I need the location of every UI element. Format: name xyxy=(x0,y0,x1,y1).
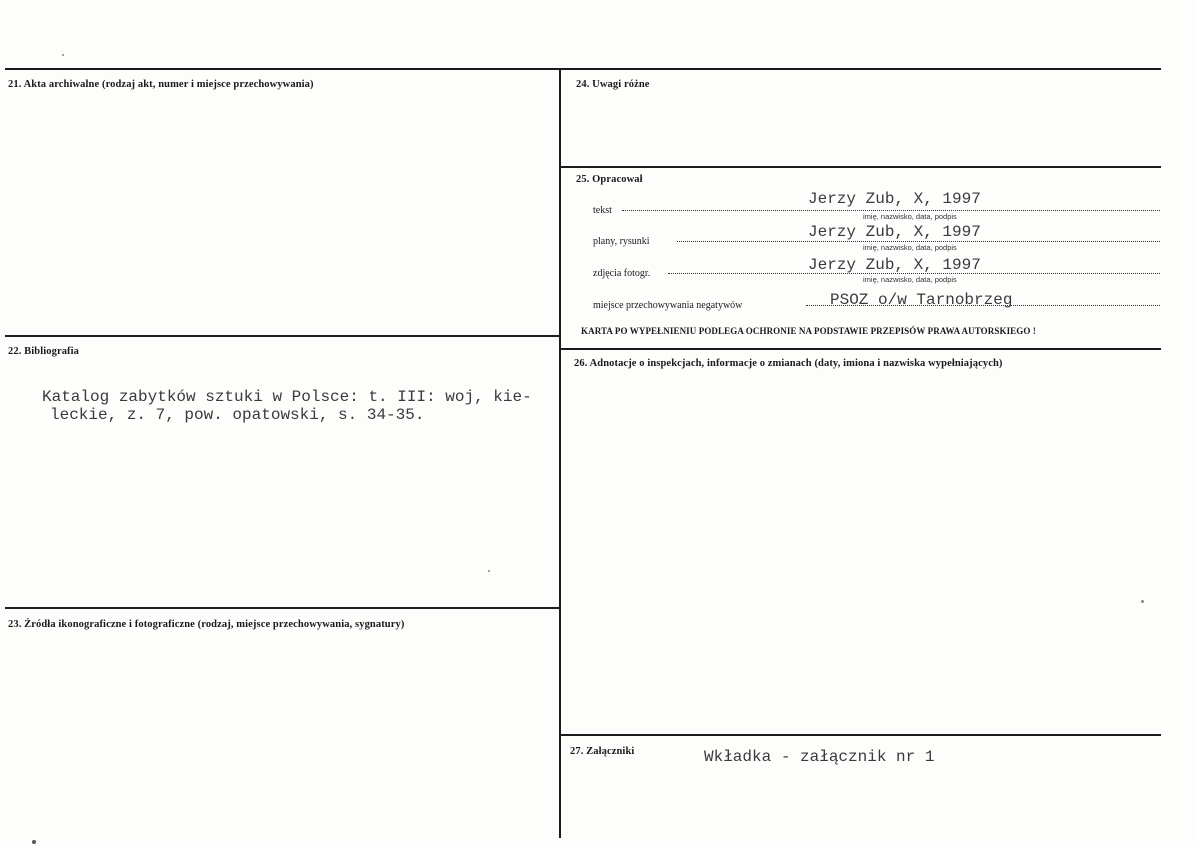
copyright-notice: KARTA PO WYPEŁNIENIU PODLEGA OCHRONIE NA PODSTAWIE PRZEPISÓW PRAWA AUTORSKIEGO ! xyxy=(581,326,1036,336)
negatives-value: PSOZ o/w Tarnobrzeg xyxy=(830,291,1013,309)
attachments-value: Wkładka - załącznik nr 1 xyxy=(704,748,935,766)
paper-speck xyxy=(1141,600,1144,603)
bibliography-line-2: leckie, z. 7, pow. opatowski, s. 34-35. xyxy=(50,406,425,424)
right-rule-25 xyxy=(560,166,1161,168)
dotted-line xyxy=(622,210,1160,211)
paper-speck xyxy=(32,840,36,844)
right-rule-27 xyxy=(560,734,1161,736)
author-row-value: Jerzy Zub, X, 1997 xyxy=(808,223,981,241)
dotted-line xyxy=(677,241,1160,242)
center-divider xyxy=(559,68,561,838)
author-row-label: zdjęcia fotogr. xyxy=(593,268,651,279)
left-rule-23 xyxy=(5,607,560,609)
top-rule xyxy=(5,68,1161,70)
author-row-value: Jerzy Zub, X, 1997 xyxy=(808,256,981,274)
author-row-value: Jerzy Zub, X, 1997 xyxy=(808,190,981,208)
bibliography-line-1: Katalog zabytków sztuki w Polsce: t. III: woj, kie- xyxy=(42,388,532,406)
section-23-label: 23. Źródła ikonograficzne i fotograficzne (rodzaj, miejsce przechowywania, sygnatury) xyxy=(8,619,405,630)
section-24-label: 24. Uwagi różne xyxy=(576,79,650,90)
author-row-label: tekst xyxy=(593,205,612,216)
section-26-label: 26. Adnotacje o inspekcjach, informacje o zmianach (daty, imiona i nazwiska wypełniających) xyxy=(574,358,1003,369)
author-row-hint: imię, nazwisko, data, podpis xyxy=(863,243,957,252)
section-25-label: 25. Opracował xyxy=(576,174,643,185)
negatives-label: miejsce przechowywania negatywów xyxy=(593,300,743,311)
right-rule-26 xyxy=(560,348,1161,350)
author-row-hint: imię, nazwisko, data, podpis xyxy=(863,212,957,221)
paper-speck xyxy=(62,54,64,56)
author-row-label: plany, rysunki xyxy=(593,236,650,247)
section-22-label: 22. Bibliografia xyxy=(8,346,80,357)
section-27-label: 27. Załączniki xyxy=(570,746,635,757)
section-21-label: 21. Akta archiwalne (rodzaj akt, numer i miejsce przechowywania) xyxy=(8,79,314,90)
author-row-hint: imię, nazwisko, data, podpis xyxy=(863,275,957,284)
paper-speck xyxy=(488,570,490,572)
left-rule-22 xyxy=(5,335,560,337)
